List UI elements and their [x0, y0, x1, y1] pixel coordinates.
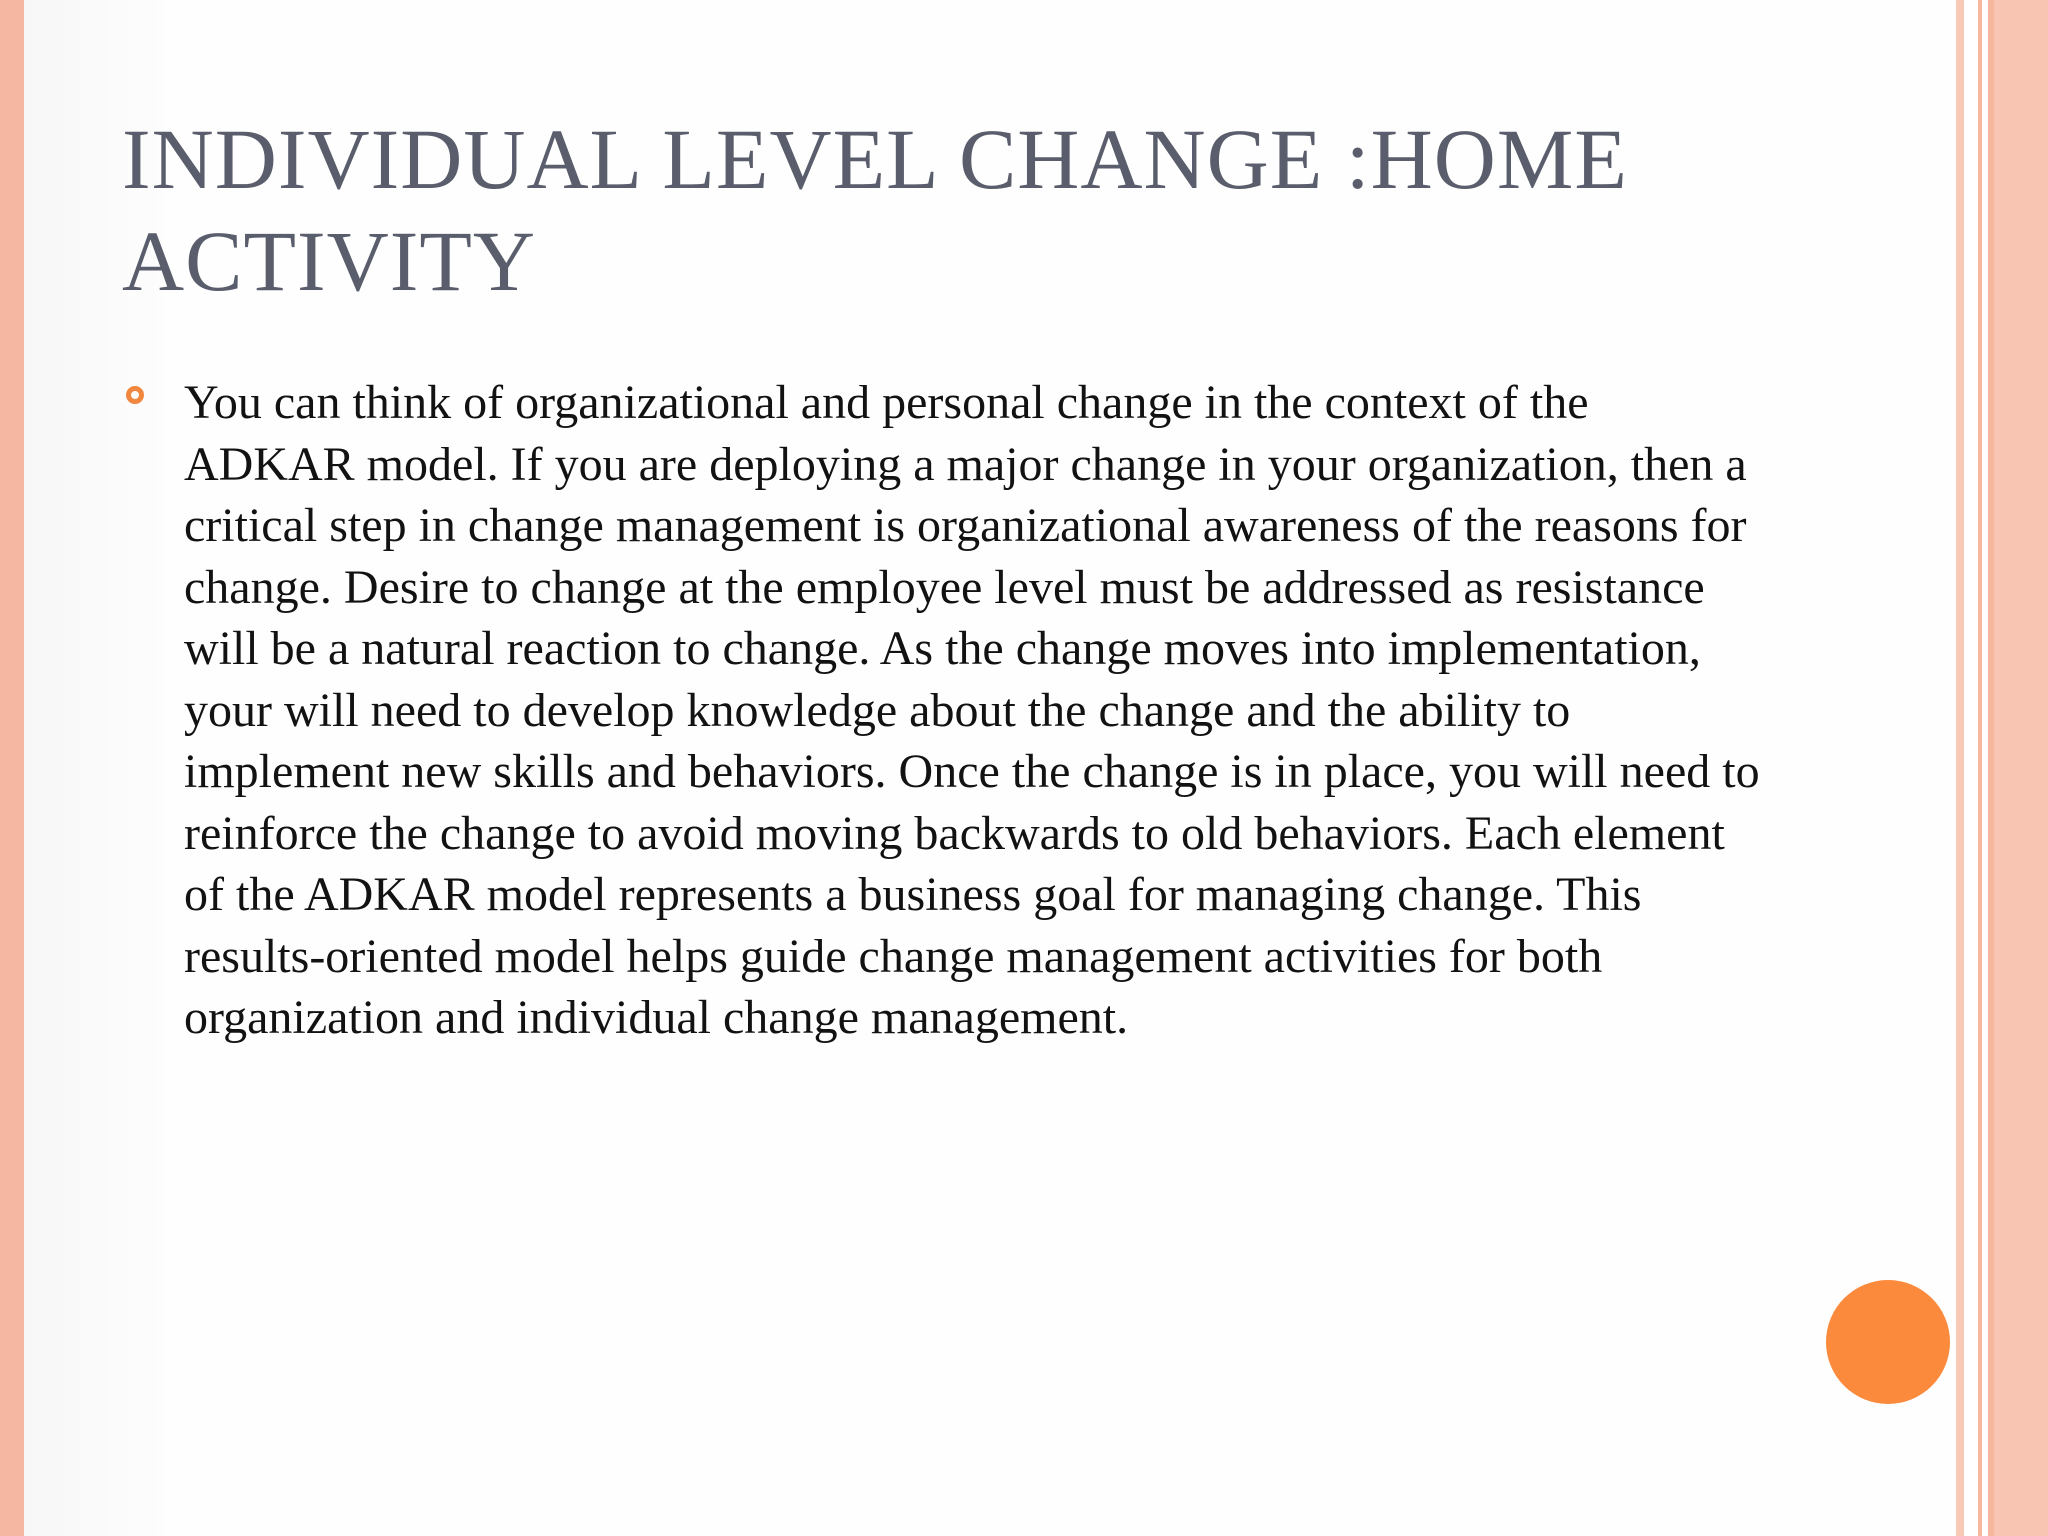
left-border-bar [0, 0, 24, 1536]
right-border-gap [1964, 0, 1978, 1536]
orange-circle-icon [1826, 1280, 1950, 1404]
right-border-stripe [1956, 0, 1964, 1536]
bullet-item [122, 372, 1762, 1049]
right-border-band [1994, 0, 2048, 1536]
bullet-text: You can think of organizational and personal change in the context of the ADKAR model. If you are deploying a major change in your organization, then a critical step in change management is organizational awareness of the reasons for change. Desire to change at the employee level must be addressed as resistance will be a natural reaction to change. As the change moves into implementation, your will need to develop knowledge about the change and the ability to implement new skills and behaviors. Once the change is in place, you will need to reinforce the change to avoid moving backwards to old behaviors. Each element of the ADKAR model represents a business goal for managing change. This results-oriented model helps guide change management activities for both organization and individual change management. [184, 376, 1760, 1044]
slide-title: INDIVIDUAL LEVEL CHANGE :HOME ACTIVITY [122, 111, 1628, 309]
hollow-circle-bullet-icon [126, 386, 144, 404]
